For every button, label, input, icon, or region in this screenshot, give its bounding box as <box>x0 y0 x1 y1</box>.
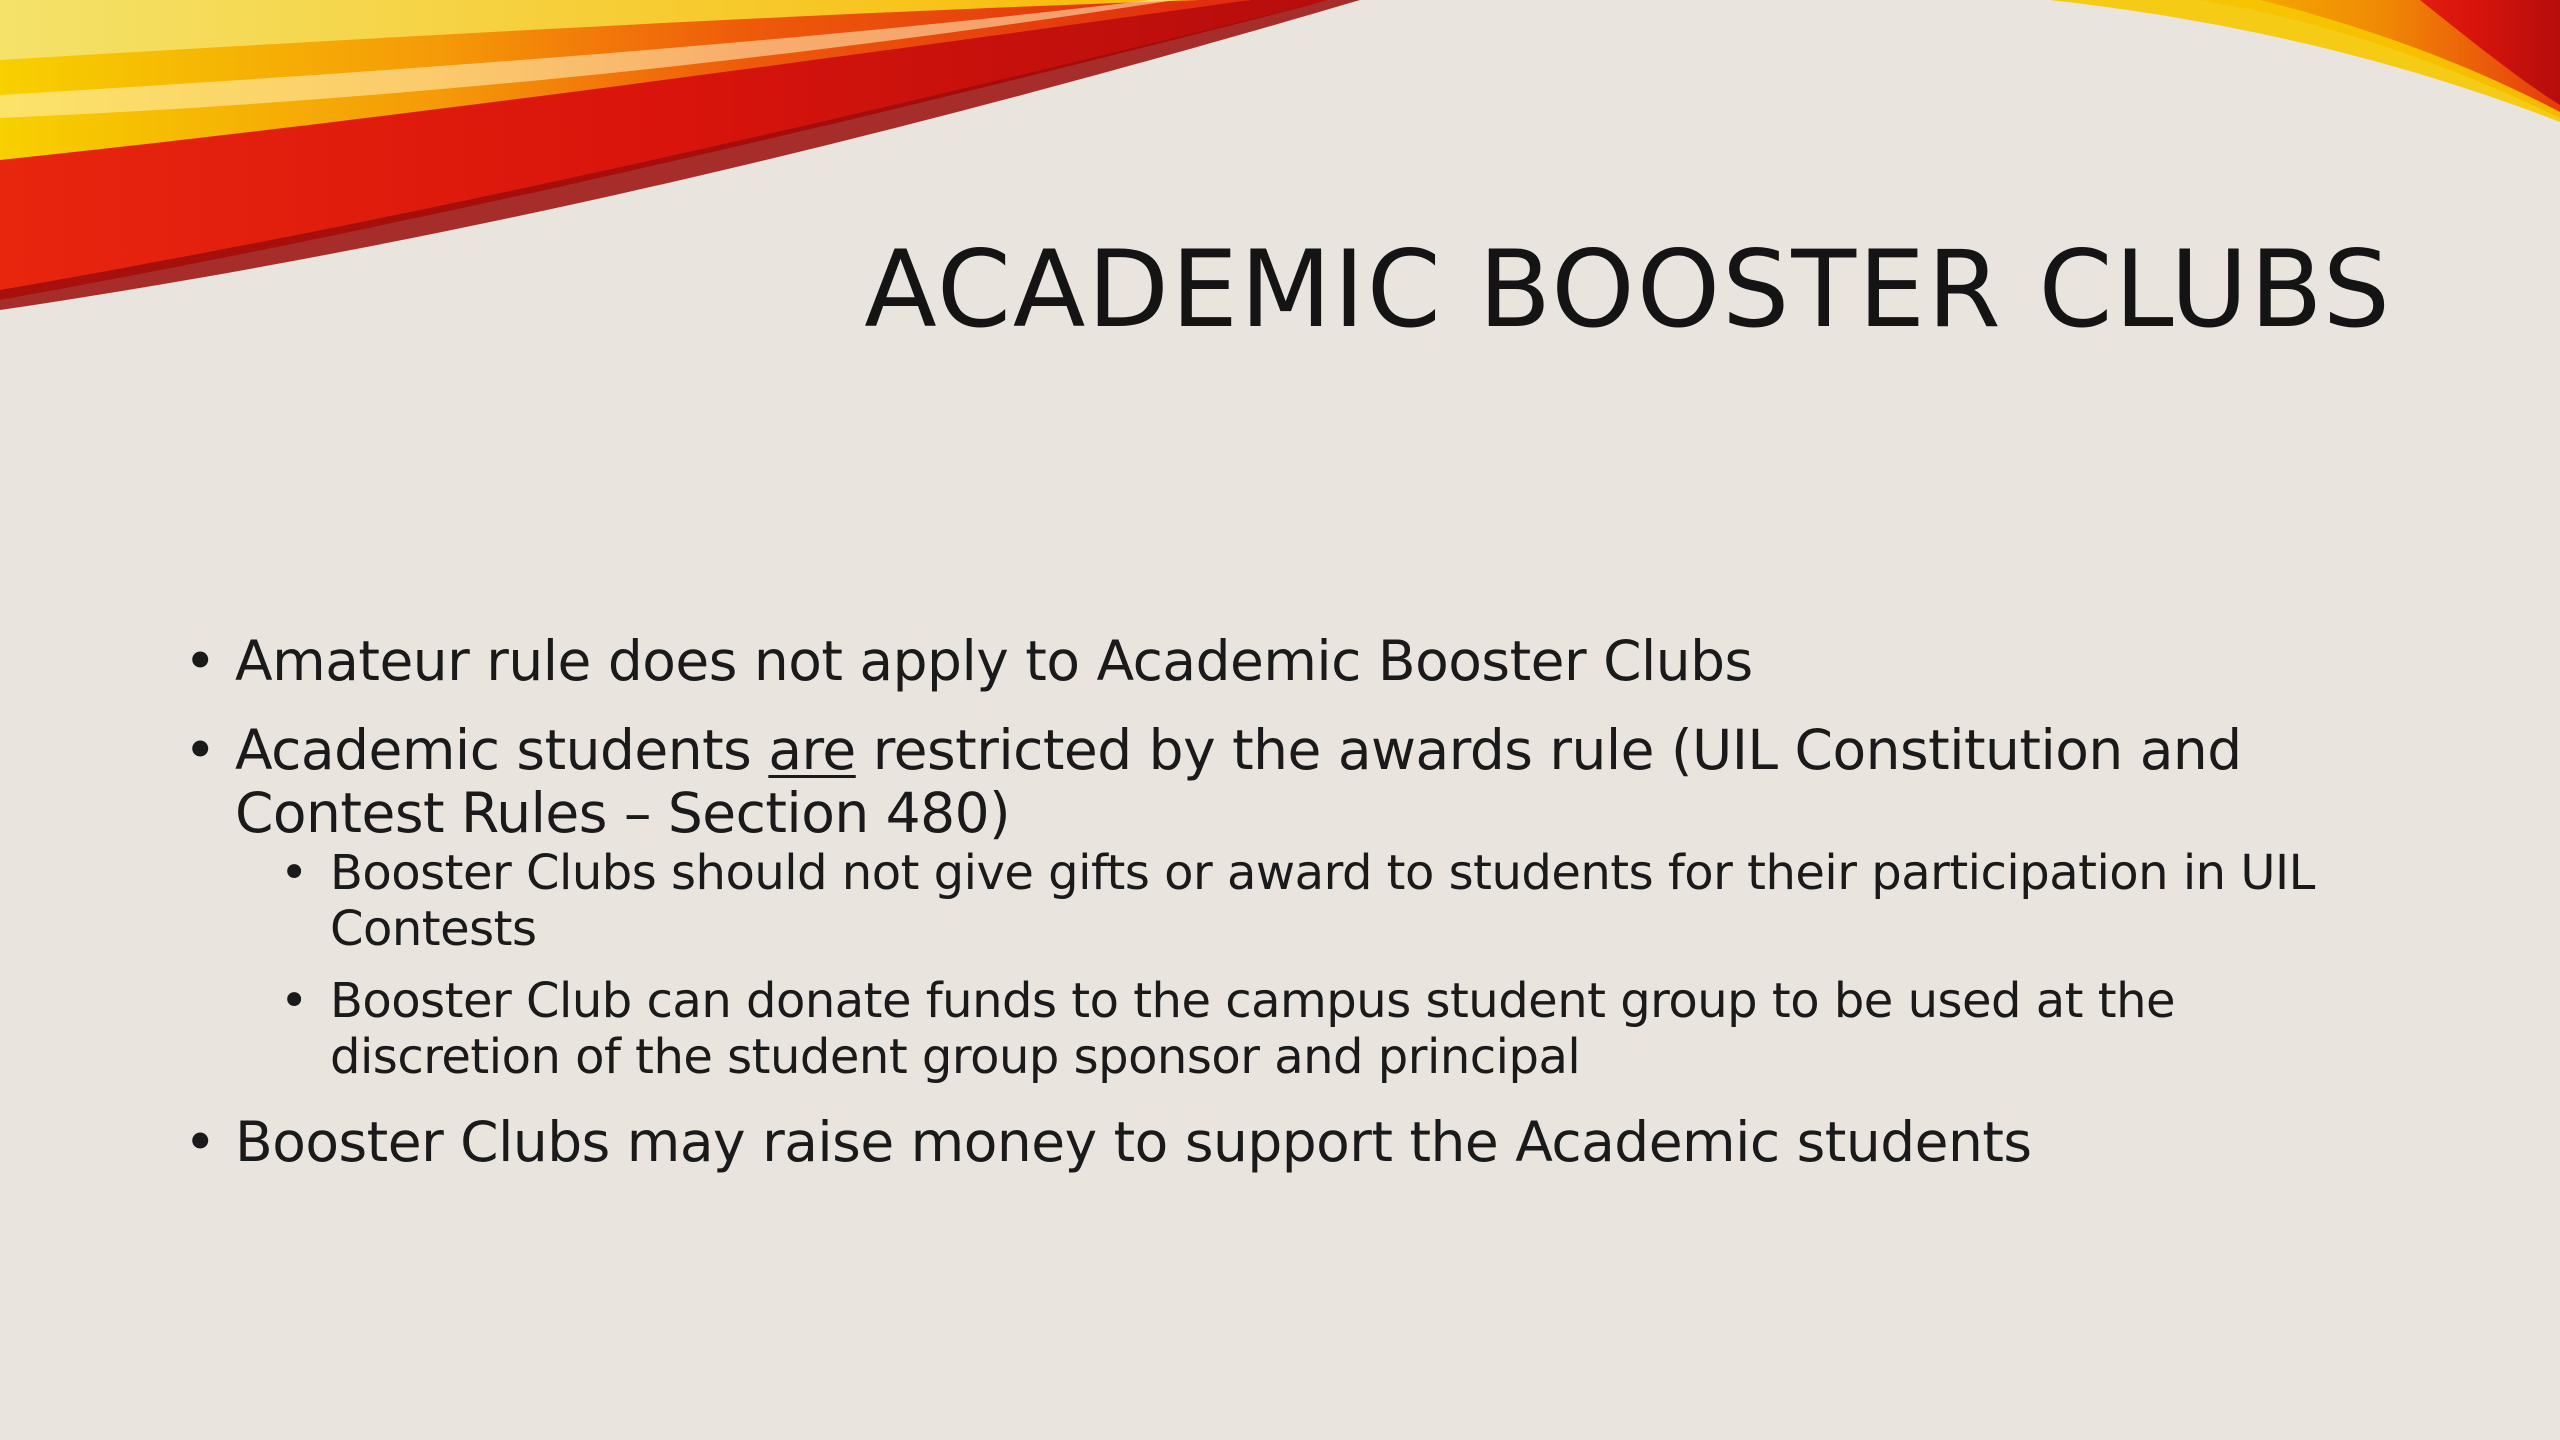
list-item <box>180 719 2400 1085</box>
list-item <box>180 1111 2400 1174</box>
list-item-text: Amateur rule does not apply to Academic Booster Clubs <box>235 629 1753 693</box>
bullet-dot: • <box>280 845 308 901</box>
bullet-dot: • <box>280 973 308 1029</box>
bullet-list <box>180 630 2400 1174</box>
list-item <box>180 630 2400 693</box>
bullet-dot: • <box>184 718 216 782</box>
slide-body <box>180 630 2400 1200</box>
slide-title: ACADEMIC BOOSTER CLUBS <box>864 228 2392 351</box>
sub-list-item-text: Booster Club can donate funds to the campus student group to be used at the discretion of the student group sponsor and principal <box>330 973 2176 1085</box>
underlined-word: are <box>768 718 856 782</box>
bullet-dot: • <box>184 1110 216 1174</box>
sub-list-item <box>180 973 2400 1085</box>
sub-list-item-text: Booster Clubs should not give gifts or award to students for their participation in UIL Contests <box>330 845 2315 957</box>
sub-list-item <box>180 845 2400 957</box>
sub-bullet-list <box>235 845 2400 1085</box>
list-item-text-before: Academic students <box>235 718 769 782</box>
bullet-dot: • <box>184 629 216 693</box>
list-item-text: Booster Clubs may raise money to support the Academic students <box>235 1110 2032 1174</box>
list-item-text-after: restricted by the awards rule (UIL Constitution and Contest Rules – Section 480) <box>235 718 2242 845</box>
